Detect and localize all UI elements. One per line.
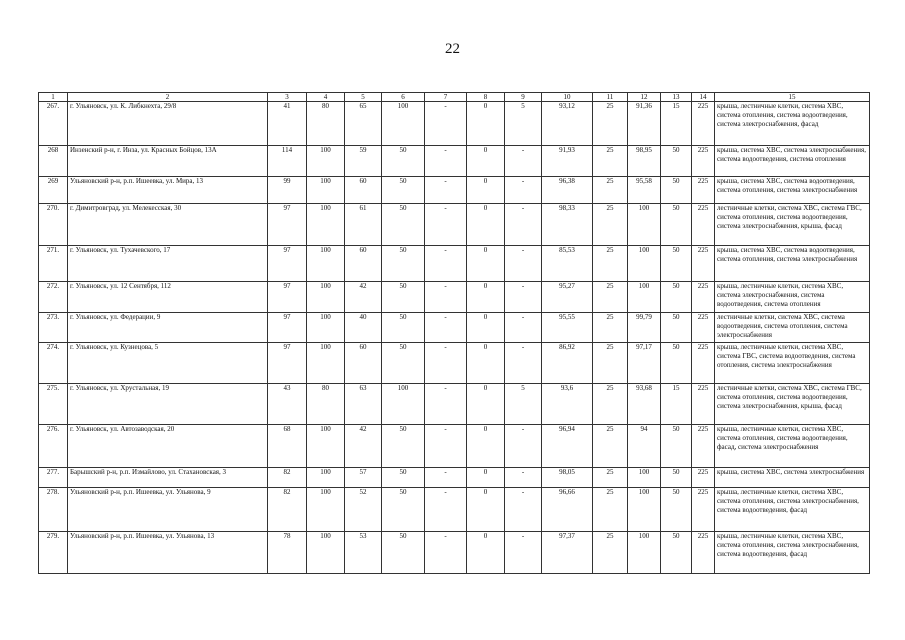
table-cell: 25 bbox=[593, 488, 628, 532]
table-cell: - bbox=[425, 343, 467, 384]
table-cell: 60 bbox=[345, 246, 382, 282]
column-header: 4 bbox=[307, 93, 345, 102]
table-cell: крыша, лестничные клетки, система ХВС, система отопления, система водоотведения, фасад, система электроснабжения bbox=[715, 425, 870, 468]
table-cell: 50 bbox=[382, 204, 425, 246]
column-header: 8 bbox=[467, 93, 505, 102]
table-cell: 25 bbox=[593, 204, 628, 246]
table-cell: 93,12 bbox=[542, 102, 593, 146]
table-cell: 0 bbox=[467, 313, 505, 343]
table-cell: 50 bbox=[661, 146, 692, 177]
table-cell: 100 bbox=[307, 246, 345, 282]
table-cell: 100 bbox=[628, 488, 661, 532]
table-cell: - bbox=[425, 384, 467, 425]
table-cell: 25 bbox=[593, 177, 628, 204]
table-cell: 0 bbox=[467, 246, 505, 282]
table-cell: 97 bbox=[268, 204, 307, 246]
table-cell: 97,37 bbox=[542, 532, 593, 574]
table-cell: - bbox=[425, 102, 467, 146]
table-cell: 86,92 bbox=[542, 343, 593, 384]
table-cell: 50 bbox=[661, 204, 692, 246]
table-cell: 82 bbox=[268, 468, 307, 488]
table-cell: - bbox=[425, 488, 467, 532]
table-cell: 0 bbox=[467, 532, 505, 574]
table-cell: 50 bbox=[661, 282, 692, 313]
table-cell: 279. bbox=[39, 532, 68, 574]
table-cell: 42 bbox=[345, 282, 382, 313]
table-cell: 50 bbox=[382, 282, 425, 313]
table-row bbox=[39, 468, 870, 488]
table-cell: 78 bbox=[268, 532, 307, 574]
table-cell: 25 bbox=[593, 384, 628, 425]
table-cell: г. Ульяновск, ул. Хрустальная, 19 bbox=[68, 384, 268, 425]
table-cell: 25 bbox=[593, 102, 628, 146]
column-header: 2 bbox=[68, 93, 268, 102]
table-cell: г. Ульяновск, ул. Тухачевского, 17 bbox=[68, 246, 268, 282]
table-cell: 0 bbox=[467, 343, 505, 384]
table-cell: - bbox=[505, 488, 542, 532]
table-cell: 0 bbox=[467, 468, 505, 488]
table-cell: 225 bbox=[692, 468, 715, 488]
table-cell: 272. bbox=[39, 282, 68, 313]
table-cell: 95,55 bbox=[542, 313, 593, 343]
table-cell: крыша, система ХВС, система водоотведения, система отопления, система электроснабжения bbox=[715, 246, 870, 282]
table-cell: 0 bbox=[467, 177, 505, 204]
table-cell: 100 bbox=[307, 488, 345, 532]
table-cell: крыша, система ХВС, система электроснабжения, система водоотведения, система отопления bbox=[715, 146, 870, 177]
table-cell: крыша, система ХВС, система электроснабжения bbox=[715, 468, 870, 488]
table-cell: - bbox=[425, 313, 467, 343]
table-cell: 42 bbox=[345, 425, 382, 468]
table-cell: 50 bbox=[382, 468, 425, 488]
table-cell: 82 bbox=[268, 488, 307, 532]
column-header: 7 bbox=[425, 93, 467, 102]
table-cell: крыша, лестничные клетки, система ХВС, система ГВС, система водоотведения, система отопления, система электроснабжения bbox=[715, 343, 870, 384]
table-row bbox=[39, 343, 870, 384]
table-cell: г. Ульяновск, ул. Автозаводская, 20 bbox=[68, 425, 268, 468]
table-cell: 50 bbox=[382, 246, 425, 282]
table-cell: лестничные клетки, система ХВС, система ГВС, система отопления, система водоотведения, система электроснабжения, крыша, фасад bbox=[715, 384, 870, 425]
table-cell: 99 bbox=[268, 177, 307, 204]
table-cell: 100 bbox=[628, 246, 661, 282]
table-cell: 100 bbox=[382, 102, 425, 146]
table-cell: 225 bbox=[692, 204, 715, 246]
table-cell: 97 bbox=[268, 246, 307, 282]
table-cell: 267. bbox=[39, 102, 68, 146]
column-header: 12 bbox=[628, 93, 661, 102]
table-cell: 50 bbox=[661, 468, 692, 488]
table-cell: 0 bbox=[467, 282, 505, 313]
table-cell: г. Ульяновск, ул. 12 Сентября, 112 bbox=[68, 282, 268, 313]
table-cell: 60 bbox=[345, 343, 382, 384]
table-cell: крыша, лестничные клетки, система ХВС, система отопления, система водоотведения, система электроснабжения, фасад bbox=[715, 102, 870, 146]
table-cell: - bbox=[505, 313, 542, 343]
column-header: 15 bbox=[715, 93, 870, 102]
table-cell: 268 bbox=[39, 146, 68, 177]
table-cell: 50 bbox=[661, 532, 692, 574]
table-cell: - bbox=[505, 177, 542, 204]
table-row bbox=[39, 177, 870, 204]
table-cell: 59 bbox=[345, 146, 382, 177]
table-cell: 94 bbox=[628, 425, 661, 468]
table-cell: - bbox=[425, 246, 467, 282]
table-cell: 225 bbox=[692, 102, 715, 146]
table-cell: 0 bbox=[467, 384, 505, 425]
table-cell: 99,79 bbox=[628, 313, 661, 343]
table-cell: - bbox=[425, 204, 467, 246]
table-cell: крыша, лестничные клетки, система ХВС, система отопления, система электроснабжения, система водоотведения, фасад bbox=[715, 488, 870, 532]
table-cell: 114 bbox=[268, 146, 307, 177]
table-cell: 98,05 bbox=[542, 468, 593, 488]
table-cell: 278. bbox=[39, 488, 68, 532]
table-cell: Инзенский р-н, г. Инза, ул. Красных Бойцов, 13А bbox=[68, 146, 268, 177]
table-cell: 95,58 bbox=[628, 177, 661, 204]
table-cell: - bbox=[425, 425, 467, 468]
table-cell: - bbox=[505, 246, 542, 282]
table-cell: 277. bbox=[39, 468, 68, 488]
table-cell: 269 bbox=[39, 177, 68, 204]
table-cell: 91,36 bbox=[628, 102, 661, 146]
table-cell: 93,6 bbox=[542, 384, 593, 425]
table-cell: 25 bbox=[593, 146, 628, 177]
table-cell: - bbox=[505, 146, 542, 177]
table-cell: 50 bbox=[382, 313, 425, 343]
table-cell: 25 bbox=[593, 532, 628, 574]
table-cell: 0 bbox=[467, 425, 505, 468]
table-cell: 100 bbox=[382, 384, 425, 425]
table-cell: Барышский р-н, р.п. Измайлово, ул. Стахановская, 3 bbox=[68, 468, 268, 488]
table-cell: 50 bbox=[382, 488, 425, 532]
table-cell: 95,27 bbox=[542, 282, 593, 313]
table-cell: - bbox=[425, 468, 467, 488]
table-cell: 225 bbox=[692, 177, 715, 204]
table-cell: г. Димитровград, ул. Мелекесская, 30 bbox=[68, 204, 268, 246]
table-cell: - bbox=[425, 177, 467, 204]
table-cell: 225 bbox=[692, 532, 715, 574]
table-cell: 52 bbox=[345, 488, 382, 532]
table-row bbox=[39, 282, 870, 313]
column-header: 6 bbox=[382, 93, 425, 102]
table-cell: 57 bbox=[345, 468, 382, 488]
table-cell: 25 bbox=[593, 246, 628, 282]
table-cell: 100 bbox=[628, 468, 661, 488]
table-cell: г. Ульяновск, ул. Федерации, 9 bbox=[68, 313, 268, 343]
table-cell: 91,93 bbox=[542, 146, 593, 177]
table-cell: 0 bbox=[467, 102, 505, 146]
table-cell: - bbox=[505, 282, 542, 313]
column-header: 10 bbox=[542, 93, 593, 102]
table-cell: 97,17 bbox=[628, 343, 661, 384]
table-cell: Ульяновский р-н, р.п. Ишеевка, ул. Ульянова, 9 bbox=[68, 488, 268, 532]
table-cell: 60 bbox=[345, 177, 382, 204]
table-cell: 50 bbox=[661, 313, 692, 343]
table-cell: г. Ульяновск, ул. Кузнецова, 5 bbox=[68, 343, 268, 384]
table-cell: 100 bbox=[307, 146, 345, 177]
table-row bbox=[39, 146, 870, 177]
table-cell: 63 bbox=[345, 384, 382, 425]
table-cell: 96,38 bbox=[542, 177, 593, 204]
table-cell: 15 bbox=[661, 102, 692, 146]
table-cell: 271. bbox=[39, 246, 68, 282]
table-cell: крыша, система ХВС, система водоотведения, система отопления, система электроснабжения bbox=[715, 177, 870, 204]
table-cell: 97 bbox=[268, 343, 307, 384]
table-cell: Ульяновский р-н, р.п. Ишеевка, ул. Ульянова, 13 bbox=[68, 532, 268, 574]
table-cell: 0 bbox=[467, 146, 505, 177]
table-cell: 98,95 bbox=[628, 146, 661, 177]
table-cell: 0 bbox=[467, 488, 505, 532]
table-cell: 100 bbox=[307, 343, 345, 384]
table-cell: 50 bbox=[661, 246, 692, 282]
table-cell: 97 bbox=[268, 313, 307, 343]
table-cell: 61 bbox=[345, 204, 382, 246]
table-cell: 225 bbox=[692, 146, 715, 177]
table-cell: 100 bbox=[307, 313, 345, 343]
table-cell: 50 bbox=[382, 343, 425, 384]
table-cell: 85,53 bbox=[542, 246, 593, 282]
table-cell: 96,94 bbox=[542, 425, 593, 468]
table-cell: г. Ульяновск, ул. К. Либкнехта, 29/8 bbox=[68, 102, 268, 146]
table-cell: 25 bbox=[593, 282, 628, 313]
column-header: 3 bbox=[268, 93, 307, 102]
table-cell: 50 bbox=[382, 425, 425, 468]
table-cell: крыша, лестничные клетки, система ХВС, система отопления, система электроснабжения, система водоотведения, фасад bbox=[715, 532, 870, 574]
column-header: 11 bbox=[593, 93, 628, 102]
table-cell: - bbox=[505, 468, 542, 488]
table-row bbox=[39, 102, 870, 146]
table-cell: 25 bbox=[593, 343, 628, 384]
column-header: 13 bbox=[661, 93, 692, 102]
page-number: 22 bbox=[445, 41, 460, 57]
table-cell: - bbox=[425, 532, 467, 574]
table-cell: 100 bbox=[307, 282, 345, 313]
table-cell: 40 bbox=[345, 313, 382, 343]
table-row bbox=[39, 488, 870, 532]
table-cell: 50 bbox=[382, 177, 425, 204]
table-cell: 0 bbox=[467, 204, 505, 246]
table-cell: 100 bbox=[307, 532, 345, 574]
table-cell: лестничные клетки, система ХВС, система водоотведения, система отопления, система электроснабжения bbox=[715, 313, 870, 343]
table-cell: 274. bbox=[39, 343, 68, 384]
table-cell: 5 bbox=[505, 102, 542, 146]
table-cell: 100 bbox=[307, 425, 345, 468]
table-cell: 97 bbox=[268, 282, 307, 313]
table-cell: - bbox=[505, 425, 542, 468]
column-header: 5 bbox=[345, 93, 382, 102]
table-cell: - bbox=[505, 532, 542, 574]
table-cell: - bbox=[505, 204, 542, 246]
table-row bbox=[39, 204, 870, 246]
table-cell: 273. bbox=[39, 313, 68, 343]
table-cell: 41 bbox=[268, 102, 307, 146]
column-header: 14 bbox=[692, 93, 715, 102]
table-cell: 50 bbox=[382, 146, 425, 177]
table-cell: 25 bbox=[593, 313, 628, 343]
table-cell: лестничные клетки, система ХВС, система ГВС, система отопления, система водоотведения, система электроснабжения, крыша, фасад bbox=[715, 204, 870, 246]
table-cell: 100 bbox=[307, 204, 345, 246]
table-cell: 50 bbox=[661, 488, 692, 532]
table-cell: 50 bbox=[661, 343, 692, 384]
table-cell: 225 bbox=[692, 425, 715, 468]
table-cell: 225 bbox=[692, 488, 715, 532]
table-cell: - bbox=[425, 146, 467, 177]
table-cell: 50 bbox=[661, 425, 692, 468]
table-cell: 100 bbox=[307, 468, 345, 488]
table-cell: 100 bbox=[307, 177, 345, 204]
table-cell: 5 bbox=[505, 384, 542, 425]
table-cell: 80 bbox=[307, 384, 345, 425]
table-cell: 68 bbox=[268, 425, 307, 468]
table-cell: 80 bbox=[307, 102, 345, 146]
table-cell: 276. bbox=[39, 425, 68, 468]
table-cell: 225 bbox=[692, 313, 715, 343]
table-cell: 25 bbox=[593, 425, 628, 468]
header-row bbox=[39, 93, 870, 102]
table-cell: 15 bbox=[661, 384, 692, 425]
table-cell: Ульяновский р-н, р.п. Ишеевка, ул. Мира, 13 bbox=[68, 177, 268, 204]
table-cell: крыша, лестничные клетки, система ХВС, система электроснабжения, система водоотведения, система отопления bbox=[715, 282, 870, 313]
table-cell: 65 bbox=[345, 102, 382, 146]
table-cell: 100 bbox=[628, 532, 661, 574]
table-cell: 270. bbox=[39, 204, 68, 246]
table-cell: 98,33 bbox=[542, 204, 593, 246]
table-cell: 225 bbox=[692, 343, 715, 384]
table-cell: - bbox=[425, 282, 467, 313]
table-cell: 93,68 bbox=[628, 384, 661, 425]
column-header: 9 bbox=[505, 93, 542, 102]
table-row bbox=[39, 246, 870, 282]
table-row bbox=[39, 532, 870, 574]
table-cell: 50 bbox=[382, 532, 425, 574]
table-cell: 25 bbox=[593, 468, 628, 488]
table-cell: 100 bbox=[628, 204, 661, 246]
table-cell: 43 bbox=[268, 384, 307, 425]
table-cell: - bbox=[505, 343, 542, 384]
table-cell: 100 bbox=[628, 282, 661, 313]
table-row bbox=[39, 425, 870, 468]
table-cell: 225 bbox=[692, 282, 715, 313]
table-cell: 225 bbox=[692, 246, 715, 282]
table-row bbox=[39, 384, 870, 425]
column-header: 1 bbox=[39, 93, 68, 102]
table-cell: 225 bbox=[692, 384, 715, 425]
houses-table bbox=[38, 92, 870, 574]
table-cell: 96,66 bbox=[542, 488, 593, 532]
table-cell: 53 bbox=[345, 532, 382, 574]
table-row bbox=[39, 313, 870, 343]
table-cell: 50 bbox=[661, 177, 692, 204]
table-cell: 275. bbox=[39, 384, 68, 425]
